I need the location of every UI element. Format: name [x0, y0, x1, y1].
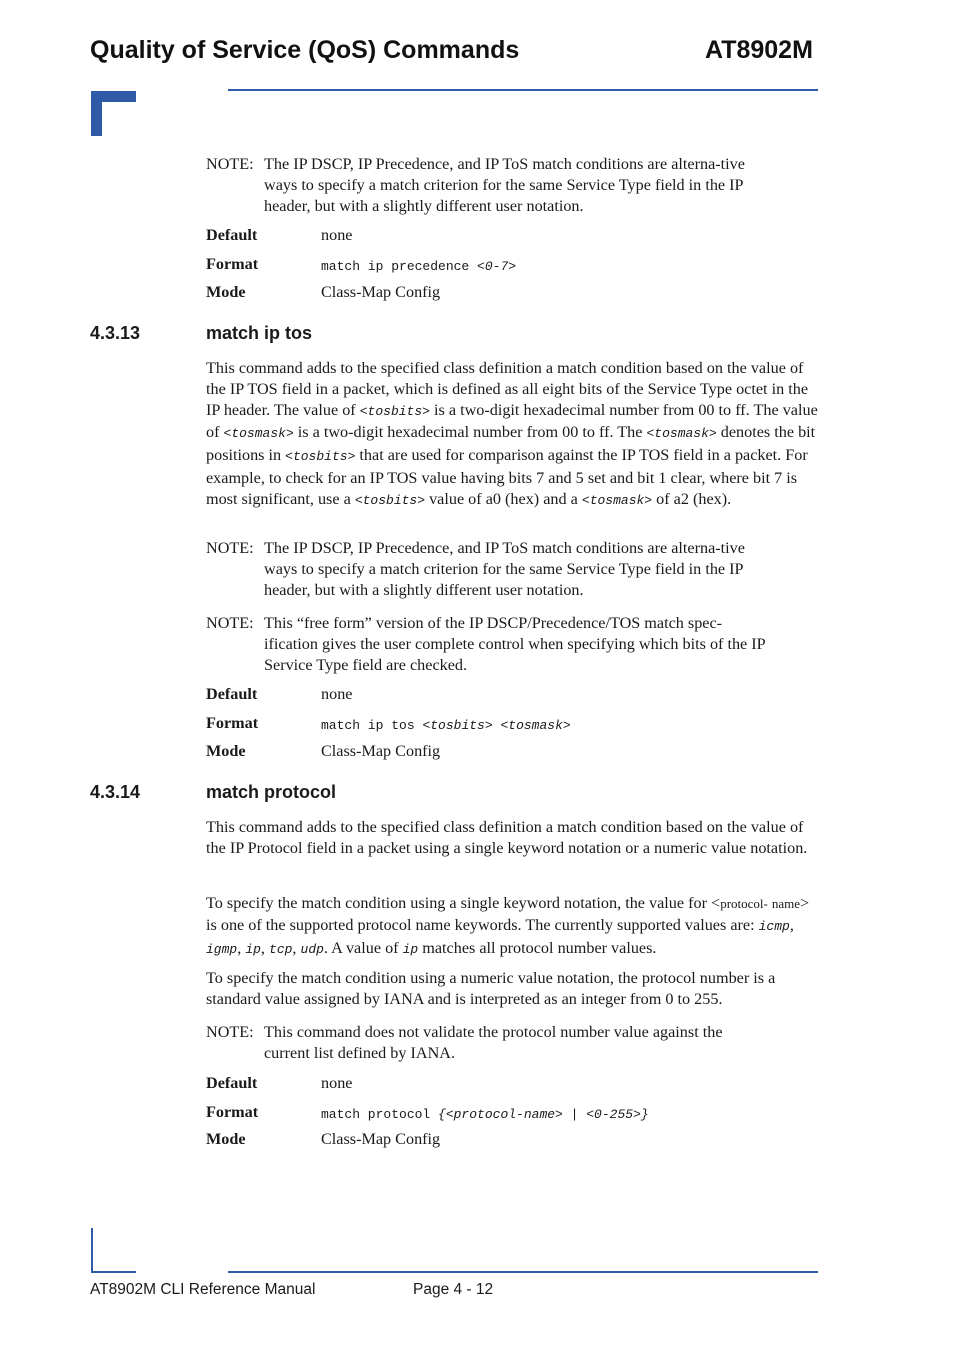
- mode-value: Class-Map Config: [321, 1130, 441, 1148]
- section-number: 4.3.14: [90, 782, 141, 802]
- note-1: [206, 538, 766, 600]
- format-label: Format: [206, 714, 259, 732]
- footer-page-number: Page 4 - 12: [413, 1281, 494, 1298]
- note-text: This command does not validate the protocol number value against the current list defined by IANA.: [264, 1023, 723, 1062]
- footer-rule: [228, 1271, 818, 1273]
- section-paragraph: To specify the match condition using a numeric value notation, the protocol number is a standard value assigned by IANA and is interpreted as an integer from 0 to 255.: [206, 969, 776, 1008]
- note-lead: NOTE:: [206, 1023, 254, 1041]
- header-rule: [228, 89, 818, 91]
- format-label: Format: [206, 255, 259, 273]
- note-lead: NOTE:: [206, 614, 254, 632]
- note-lead: NOTE:: [206, 539, 254, 557]
- section-title: match ip tos: [206, 323, 313, 343]
- mode-value: Class-Map Config: [321, 742, 441, 760]
- format-command: match ip tos <tosbits> <tosmask>: [321, 718, 571, 733]
- default-label: Default: [206, 1074, 258, 1092]
- section-paragraph: This command adds to the specified class definition a match condition based on the value of the IP TOS field in a packet, which is defined as all eight bits of the Service Type octet in the IP header. The value of <tosbits> is a two-digit hexadecimal number from 00 to ff. The value of <tosmask> is a two-digit hexadecimal number from 00 to ff. The <tosmask> denotes the bit positions in <tosbits> that are used for comparison against the IP TOS field in a packet. For example, to check for an IP TOS value having bits 7 and 5 set and bit 1 clear, where bit 7 is most significant, use a <tosbits> value of a0 (hex) and a <tosmask> of a2 (hex).: [206, 359, 818, 508]
- mode-value: Class-Map Config: [321, 283, 441, 301]
- note-text: The IP DSCP, IP Precedence, and IP ToS match conditions are alterna-tive ways to specify a match criterion for the same Service Type field in the IP header, but with a slightly different user notation.: [264, 539, 745, 599]
- section-number: 4.3.13: [90, 323, 141, 343]
- default-value: none: [321, 685, 353, 703]
- note-text: The IP DSCP, IP Precedence, and IP ToS match conditions are alterna-tive ways to specify a match criterion for the same Service Type field in the IP header, but with a slightly different user notation.: [264, 155, 745, 215]
- format-command: match protocol {<protocol-name> | <0-255>}: [321, 1107, 649, 1122]
- default-value: none: [321, 226, 353, 244]
- note-2: [206, 613, 766, 675]
- top-note: [206, 154, 766, 216]
- section-title: match protocol: [206, 782, 337, 802]
- section-paragraph: This command adds to the specified class definition a match condition based on the value of the IP Protocol field in a packet using a single keyword notation or a numeric value notation.: [206, 818, 808, 857]
- default-value: none: [321, 1074, 353, 1092]
- footer-manual-title: AT8902M CLI Reference Manual: [90, 1281, 316, 1298]
- note-lead: NOTE:: [206, 155, 254, 173]
- format-label: Format: [206, 1103, 259, 1121]
- default-label: Default: [206, 685, 258, 703]
- mode-label: Mode: [206, 283, 246, 301]
- page-header-title: Quality of Service (QoS) Commands: [90, 36, 520, 64]
- note-text: This “free form” version of the IP DSCP/Precedence/TOS match spec-ification gives the user complete control when specifying which bits of the IP Service Type field are checked.: [264, 614, 766, 674]
- mode-label: Mode: [206, 1130, 246, 1148]
- default-label: Default: [206, 226, 258, 244]
- note-3: [206, 1022, 766, 1064]
- page-header-model: AT8902M: [705, 36, 813, 64]
- section-paragraph: To specify the match condition using a single keyword notation, the value for <protocol- name> is one of the supported protocol name keywords. The currently supported values are: icmp, igmp, ip, tcp, udp. A value of ip matches all protocol number values.: [206, 894, 810, 957]
- mode-label: Mode: [206, 742, 246, 760]
- format-command: match ip precedence <0-7>: [321, 259, 517, 274]
